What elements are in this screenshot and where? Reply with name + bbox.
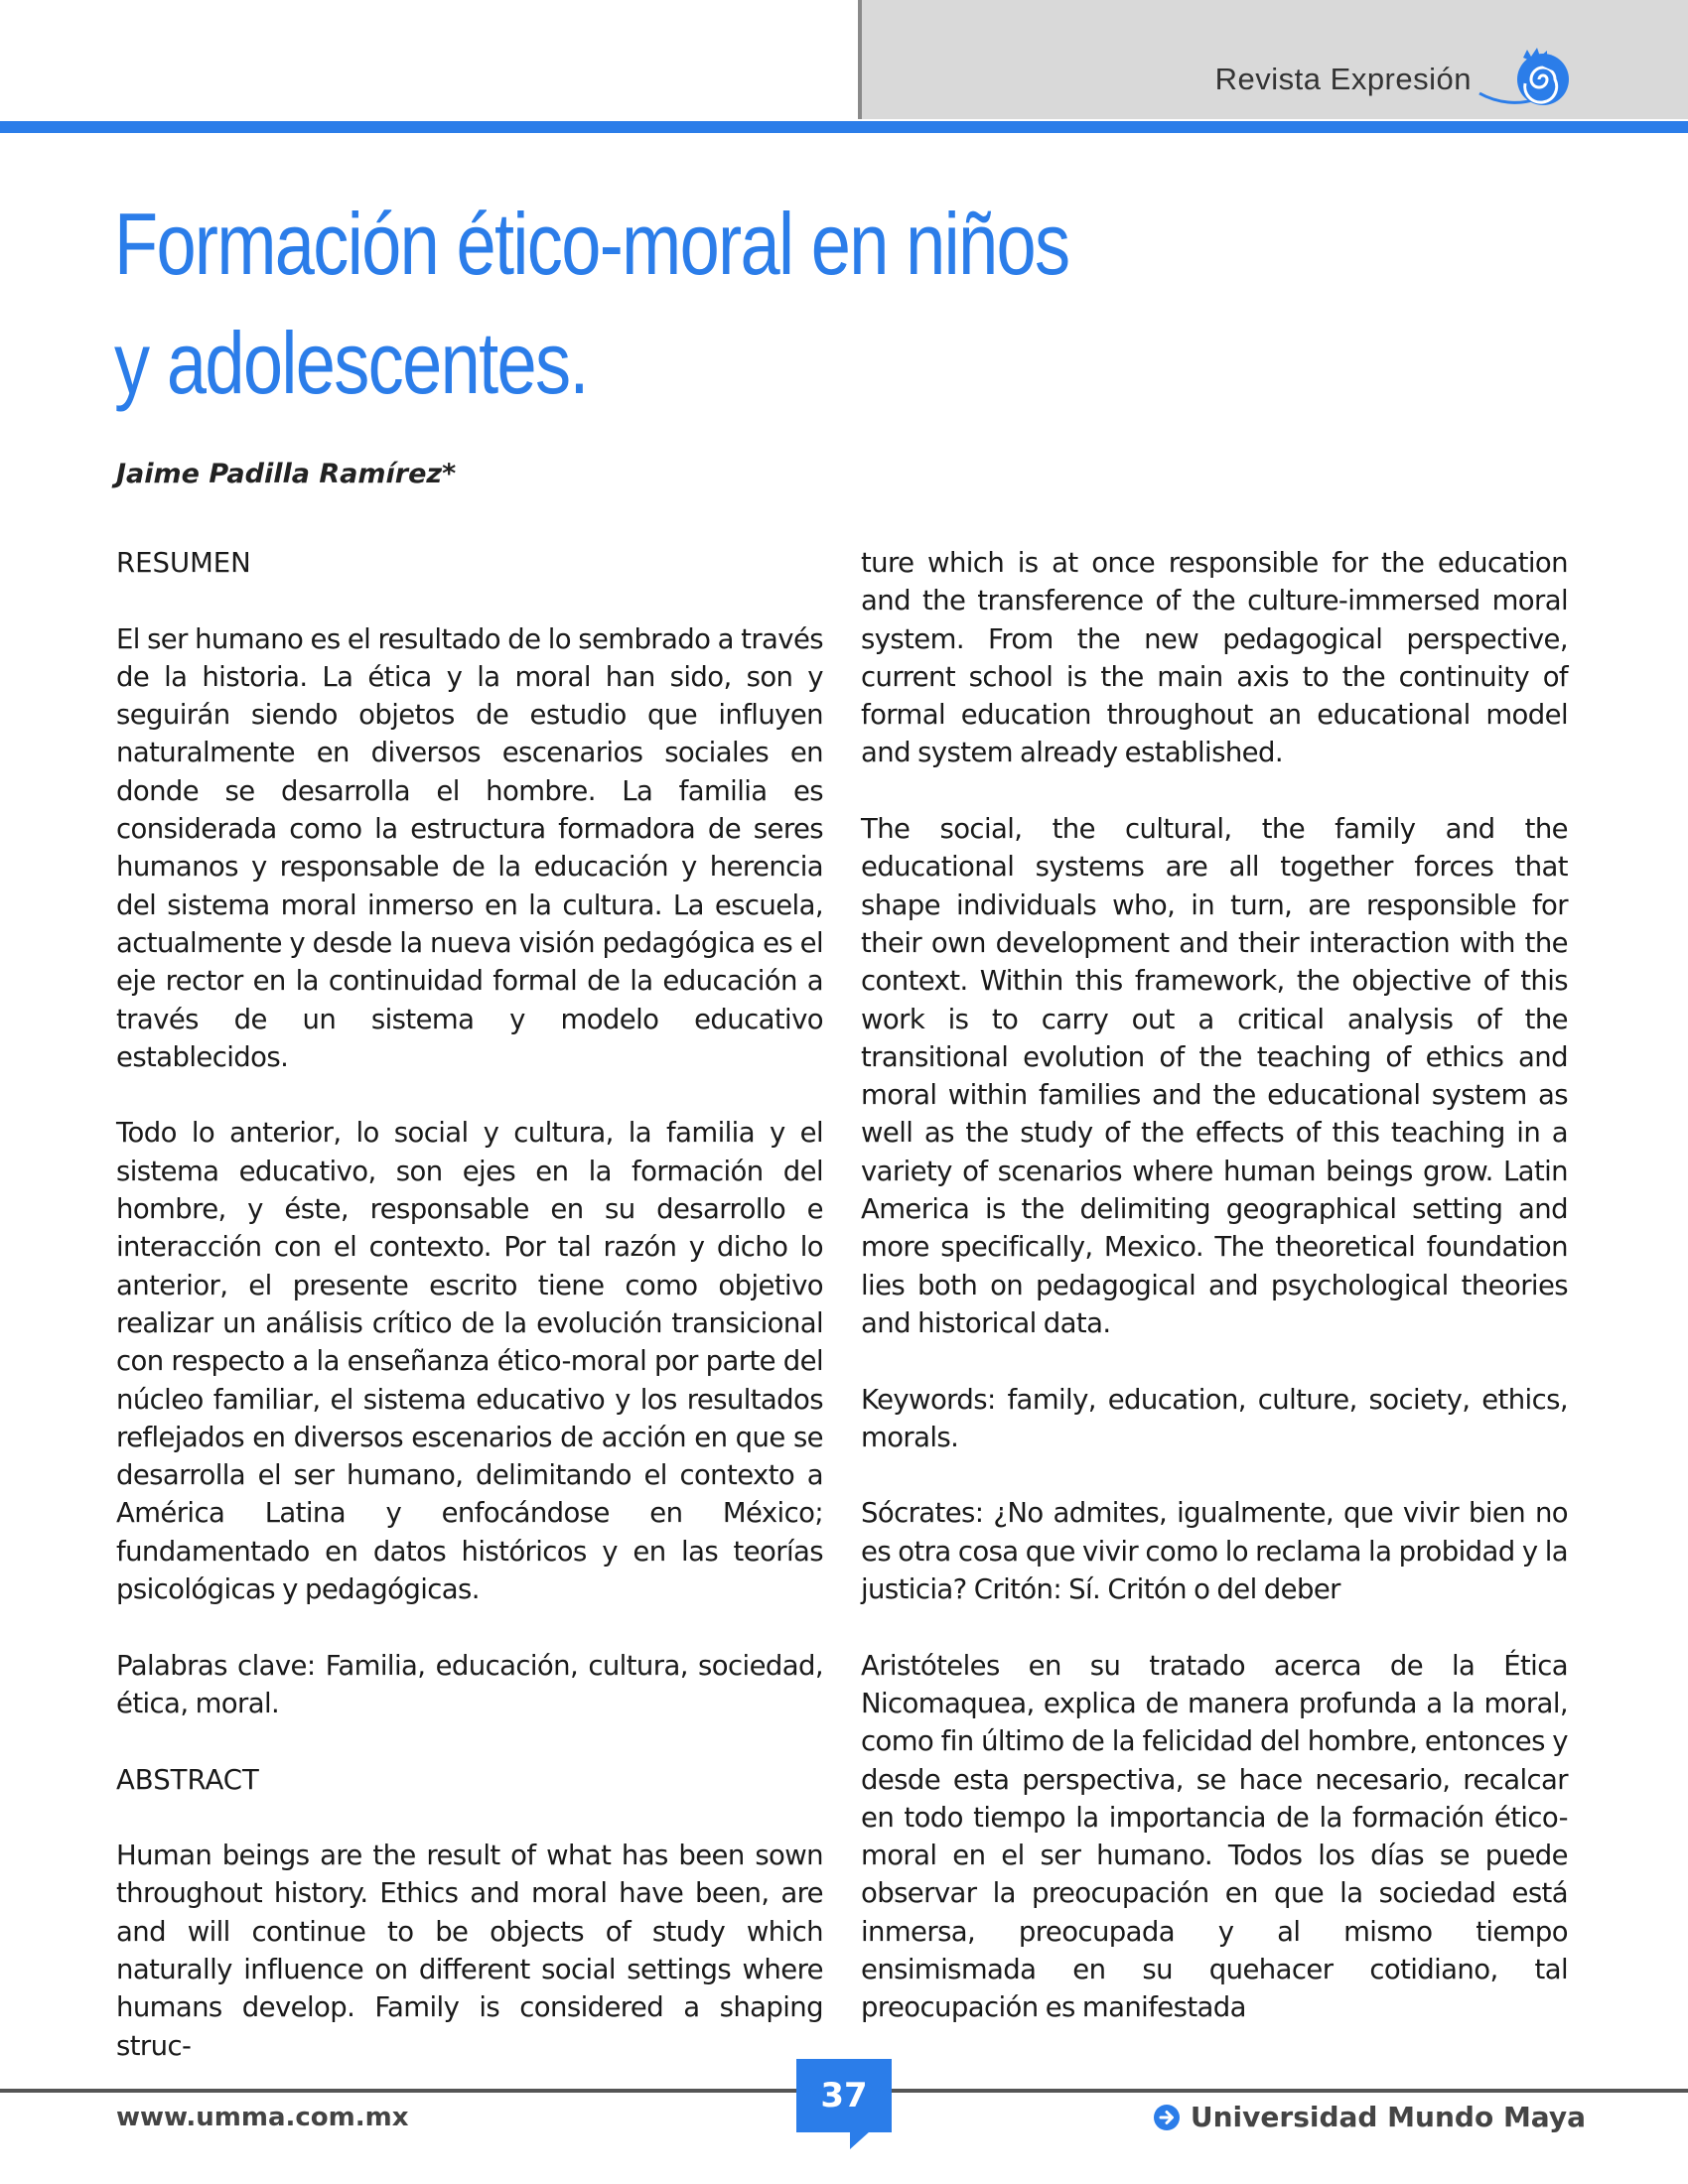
abstract-heading: ABSTRACT — [116, 1763, 259, 1796]
footer-url[interactable]: www.umma.com.mx — [116, 2103, 409, 2132]
author-name: Jaime Padilla Ramírez* — [116, 459, 457, 489]
page-number: 37 — [796, 2059, 892, 2132]
left-column — [116, 544, 823, 2065]
footer-university — [1153, 2101, 1586, 2133]
article-title: Formación ético-moral en niños y adolescentes. — [114, 195, 1069, 412]
resumen-paragraph-2: Todo lo anterior, lo social y cultura, la familia y el sistema educativo, son ejes en la formación del hombre, y éste, responsable en su desarrollo e interacción con el contexto. Por tal razón y dicho lo anterior, el presente escrito tiene como objetivo realizar un análisis crítico de la evolución transicional con respecto a la enseñanza ético-moral por parte del núcleo familiar, el sistema educativo y los resultados reflejados en diversos escenarios de acción en que se desarrolla el ser humano, delimitando el contexto a América Latina y enfocándose en México; fundamentado en datos históricos y en las teorías psicológicas y pedagógicas. — [116, 1117, 823, 1606]
spiral-wave-icon — [1476, 44, 1573, 115]
header-rule — [0, 121, 1688, 133]
page-number-tail — [850, 2131, 870, 2149]
circle-arrow-right-icon — [1153, 2104, 1181, 2131]
introduction-paragraph-1: Aristóteles en su tratado acerca de la Ética Nicomaquea, explica de manera profunda a la moral, como fin último de la felicidad del hombre, entonces y desde esta perspectiva, se hace necesario, recalcar en todo tiempo la importancia de la formación ético-moral en el ser humano. Todos los días se puede observar la preocupación en que la sociedad está inmersa, preocupada y al mismo tiempo ensimismada en su quehacer cotidiano, tal preocupación es manifestada — [861, 1649, 1568, 2024]
abstract-paragraph-1-start: Human beings are the result of what has been sown throughout history. Ethics and moral have been, are and will continue to be objects of study which naturally influence on different social settings where humans develop. Family is considered a shaping struc- — [116, 1840, 823, 2062]
abstract-paragraph-2: The social, the cultural, the family and the educational systems are all together forces that shape individuals who, in turn, are responsible for their own development and their interaction with the context. Within this framework, the objective of this work is to carry out a critical analysis of the transitional evolution of the teaching of ethics and moral within families and the educational system as well as the study of the effects of this teaching in a variety of scenarios where human beings grow. Latin America is the delimiting geographical setting and more specifically, Mexico. The theoretical foundation lies both on pedagogical and psychological theories and historical data. — [861, 813, 1568, 1339]
socrates-quote: Sócrates: ¿No admites, igualmente, que vivir bien no es otra cosa que vivir como lo reclama la probidad y la justicia? Critón: Sí. Critón o del deber — [861, 1497, 1568, 1606]
journal-name: Revista Expresión — [1214, 62, 1472, 96]
palabras-clave: Palabras clave: Familia, educación, cultura, sociedad, ética, moral. — [116, 1649, 823, 1719]
university-name: Universidad Mundo Maya — [1190, 2101, 1586, 2133]
resumen-heading: RESUMEN — [116, 547, 251, 579]
keywords: Keywords: family, education, culture, society, ethics, morals. — [861, 1383, 1568, 1453]
abstract-paragraph-1-end: ture which is at once responsible for the education and the transference of the culture-immersed moral system. From the new pedagogical perspective, current school is the main axis to the continuity of formal education throughout an educational model and system already established. — [861, 547, 1568, 769]
right-column — [861, 544, 1568, 2027]
resumen-paragraph-1: El ser humano es el resultado de lo sembrado a través de la historia. La ética y la moral han sido, son y seguirán siendo objetos de estudio que influyen naturalmente en diversos escenarios sociales en donde se desarrolla el hombre. La familia es considerada como la estructura formadora de seres humanos y responsable de la educación y herencia del sistema moral inmerso en la cultura. La escuela, actualmente y desde la nueva visión pedagógica es el eje rector en la continuidad formal de la educación a través de un sistema y modelo educativo establecidos. — [116, 622, 823, 1073]
